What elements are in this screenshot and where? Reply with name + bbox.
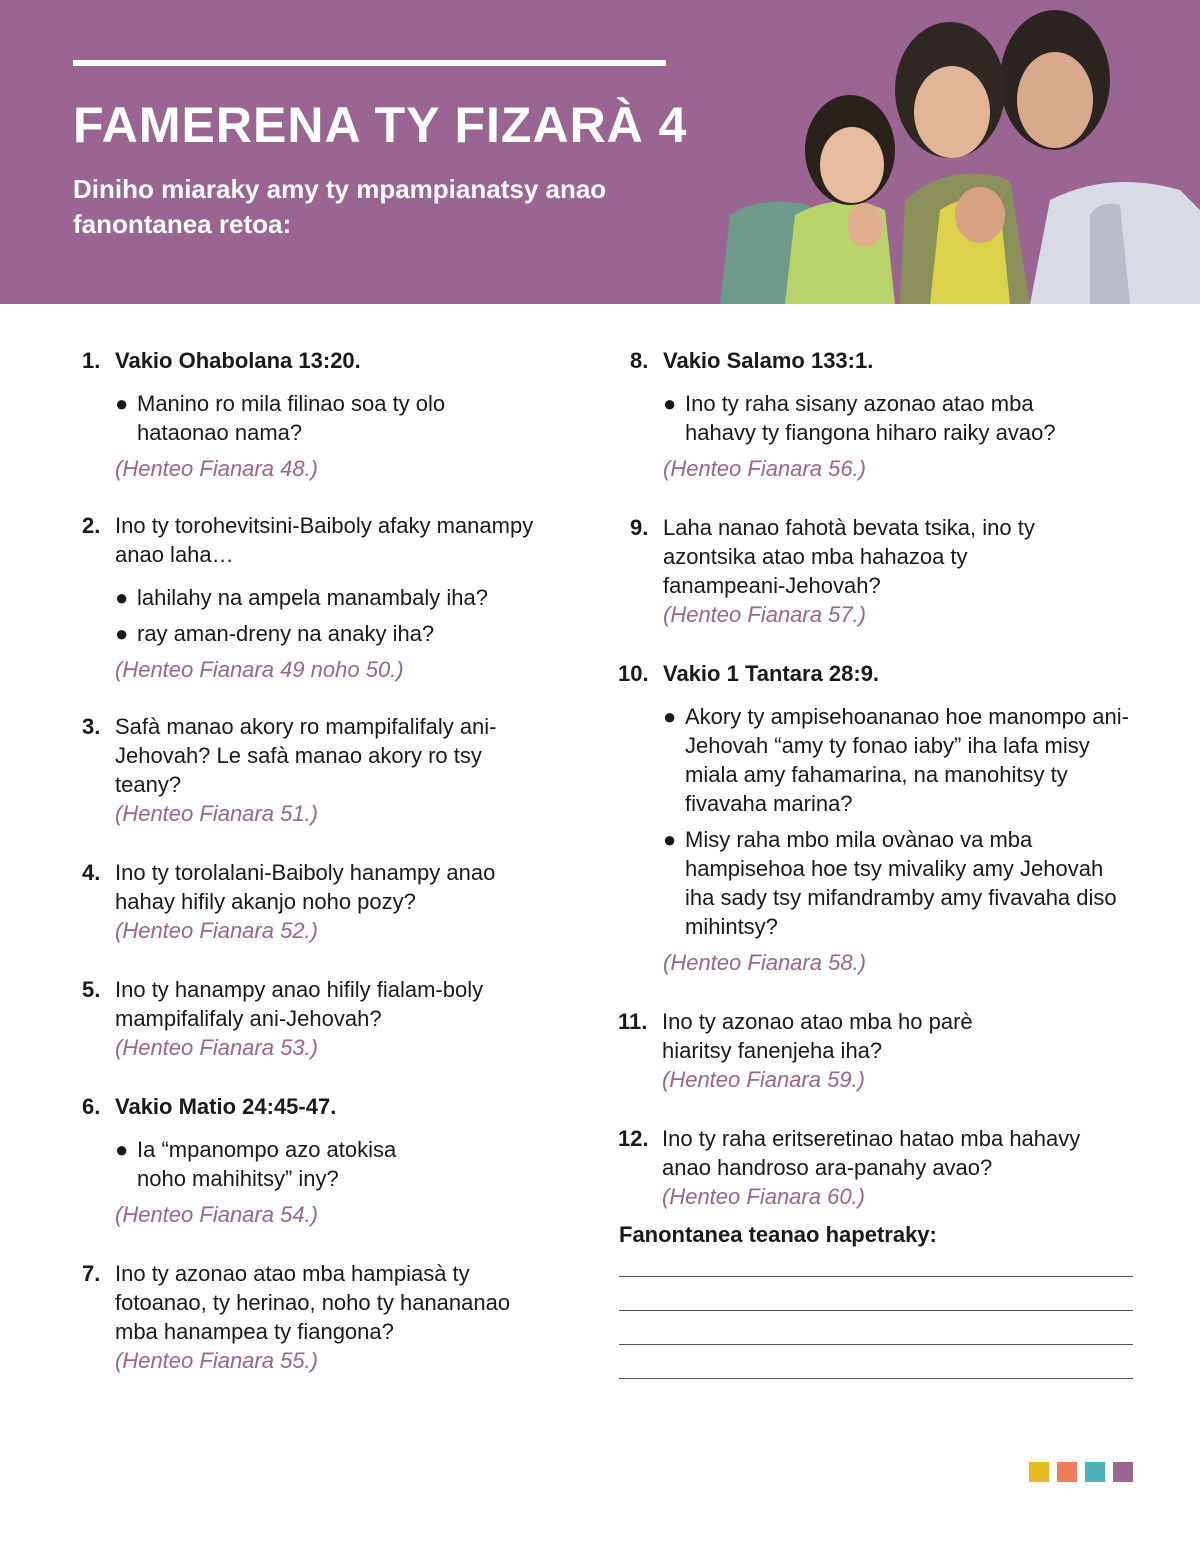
question-number: 5. [82, 977, 101, 1002]
praying-family-illustration [700, 0, 1200, 304]
question-3 [82, 712, 582, 828]
question-number: 3. [82, 714, 101, 739]
bullet-item: ● lahilahy na ampela manambaly iha? [115, 585, 488, 610]
page-subtitle: Diniho miaraky amy ty mpampianatsy anao fanontanea retoa: [73, 174, 607, 239]
question-6 [82, 1092, 582, 1229]
answer-line[interactable] [619, 1344, 1133, 1345]
lesson-reference: (Henteo Fianara 52.) [115, 918, 318, 943]
question-text: Safà manao akory ro mampifalifaly ani-Jehovah? Le safà manao akory ro tsy teany? [115, 714, 497, 797]
left-column [82, 346, 582, 1375]
bullet-item: ● ray aman-dreny na anaky iha? [115, 621, 435, 646]
question-text: Ino ty raha eritseretinao hatao mba hahavy anao handroso ara-panahy avao? [662, 1126, 1081, 1180]
bullet-item: ● Ia “mpanompo azo atokisa noho mahihitsy” iny? [115, 1137, 397, 1191]
lesson-reference: (Henteo Fianara 53.) [115, 1035, 318, 1060]
question-number: 8. [630, 348, 649, 373]
header-banner [0, 0, 1200, 304]
lesson-reference: (Henteo Fianara 57.) [663, 602, 866, 627]
question-number: 10. [618, 661, 649, 686]
question-9 [618, 513, 1138, 629]
question-10 [618, 659, 1138, 977]
header-rule [73, 60, 666, 66]
page-title: FAMERENA TY FIZARÀ 4 [73, 97, 688, 153]
question-text: Vakio Ohabolana 13:20. [115, 348, 361, 373]
question-2 [82, 511, 582, 684]
question-8 [618, 346, 1138, 483]
lesson-reference: (Henteo Fianara 55.) [115, 1348, 318, 1373]
question-number: 1. [82, 348, 101, 373]
question-7 [82, 1259, 582, 1375]
bullet-item: ● Akory ty ampisehoananao hoe manompo ani-Jehovah “amy ty fonao iaby” iha lafa misy miala amy fahamarina, na manohitsy ty fivavaha marina? [663, 704, 1129, 816]
question-text: Laha nanao fahotà bevata tsika, ino ty azontsika atao mba hahazoa ty fanampeani-Jehovah? [663, 515, 1035, 598]
question-text: Vakio 1 Tantara 28:9. [663, 661, 880, 686]
question-text: Ino ty azonao atao mba ho parè hiaritsy fanenjeha iha? [662, 1009, 973, 1063]
question-text: Ino ty hanampy anao hifily fialam-boly mampifalifaly ani-Jehovah? [115, 977, 484, 1031]
lesson-reference: (Henteo Fianara 54.) [115, 1202, 318, 1227]
bullet-item: ● Manino ro mila filinao soa ty olo hataonao nama? [115, 391, 446, 445]
lesson-reference: (Henteo Fianara 59.) [662, 1067, 865, 1092]
lesson-reference: (Henteo Fianara 60.) [662, 1184, 865, 1209]
question-1 [82, 346, 582, 483]
question-text: Vakio Salamo 133:1. [663, 348, 874, 373]
lesson-reference: (Henteo Fianara 48.) [115, 456, 318, 481]
lesson-reference: (Henteo Fianara 58.) [663, 950, 866, 975]
color-square-orange [1057, 1462, 1077, 1482]
right-column [618, 346, 1138, 1211]
question-number: 7. [82, 1261, 101, 1286]
bullet-item: ● Ino ty raha sisany azonao atao mba hahavy ty fiangona hiharo raiky avao? [663, 391, 1056, 445]
lesson-reference: (Henteo Fianara 49 noho 50.) [115, 657, 404, 682]
color-square-teal [1085, 1462, 1105, 1482]
question-11 [618, 1007, 1138, 1094]
question-number: 2. [82, 513, 101, 538]
question-number: 11. [618, 1009, 648, 1034]
answer-label: Fanontanea teanao hapetraky: [619, 1222, 937, 1247]
answer-line[interactable] [619, 1310, 1133, 1311]
question-text: Ino ty torohevitsini-Baiboly afaky manampy anao laha… [115, 513, 534, 567]
question-text: Ino ty torolalani-Baiboly hanampy anao hahay hifily akanjo noho pozy? [115, 860, 496, 914]
question-number: 4. [82, 860, 101, 885]
question-4 [82, 858, 582, 945]
lesson-reference: (Henteo Fianara 56.) [663, 456, 866, 481]
question-number: 12. [618, 1126, 649, 1151]
question-number: 9. [630, 515, 649, 540]
answer-line[interactable] [619, 1378, 1133, 1379]
question-text: Ino ty azonao atao mba hampiasà ty fotoanao, ty herinao, noho ty hanananao mba hanampea ty fiangona? [115, 1261, 511, 1344]
question-5 [82, 975, 582, 1062]
question-text: Vakio Matio 24:45-47. [115, 1094, 337, 1119]
question-number: 6. [82, 1094, 101, 1119]
answer-line[interactable] [619, 1276, 1133, 1277]
question-12 [618, 1124, 1138, 1211]
color-square-purple [1113, 1462, 1133, 1482]
color-square-yellow [1029, 1462, 1049, 1482]
lesson-reference: (Henteo Fianara 51.) [115, 801, 318, 826]
bullet-item: ● Misy raha mbo mila ovànao va mba hampisehoa hoe tsy mivaliky amy Jehovah iha sady tsy mifandramby amy fivavaha diso mihintsy? [663, 827, 1117, 939]
